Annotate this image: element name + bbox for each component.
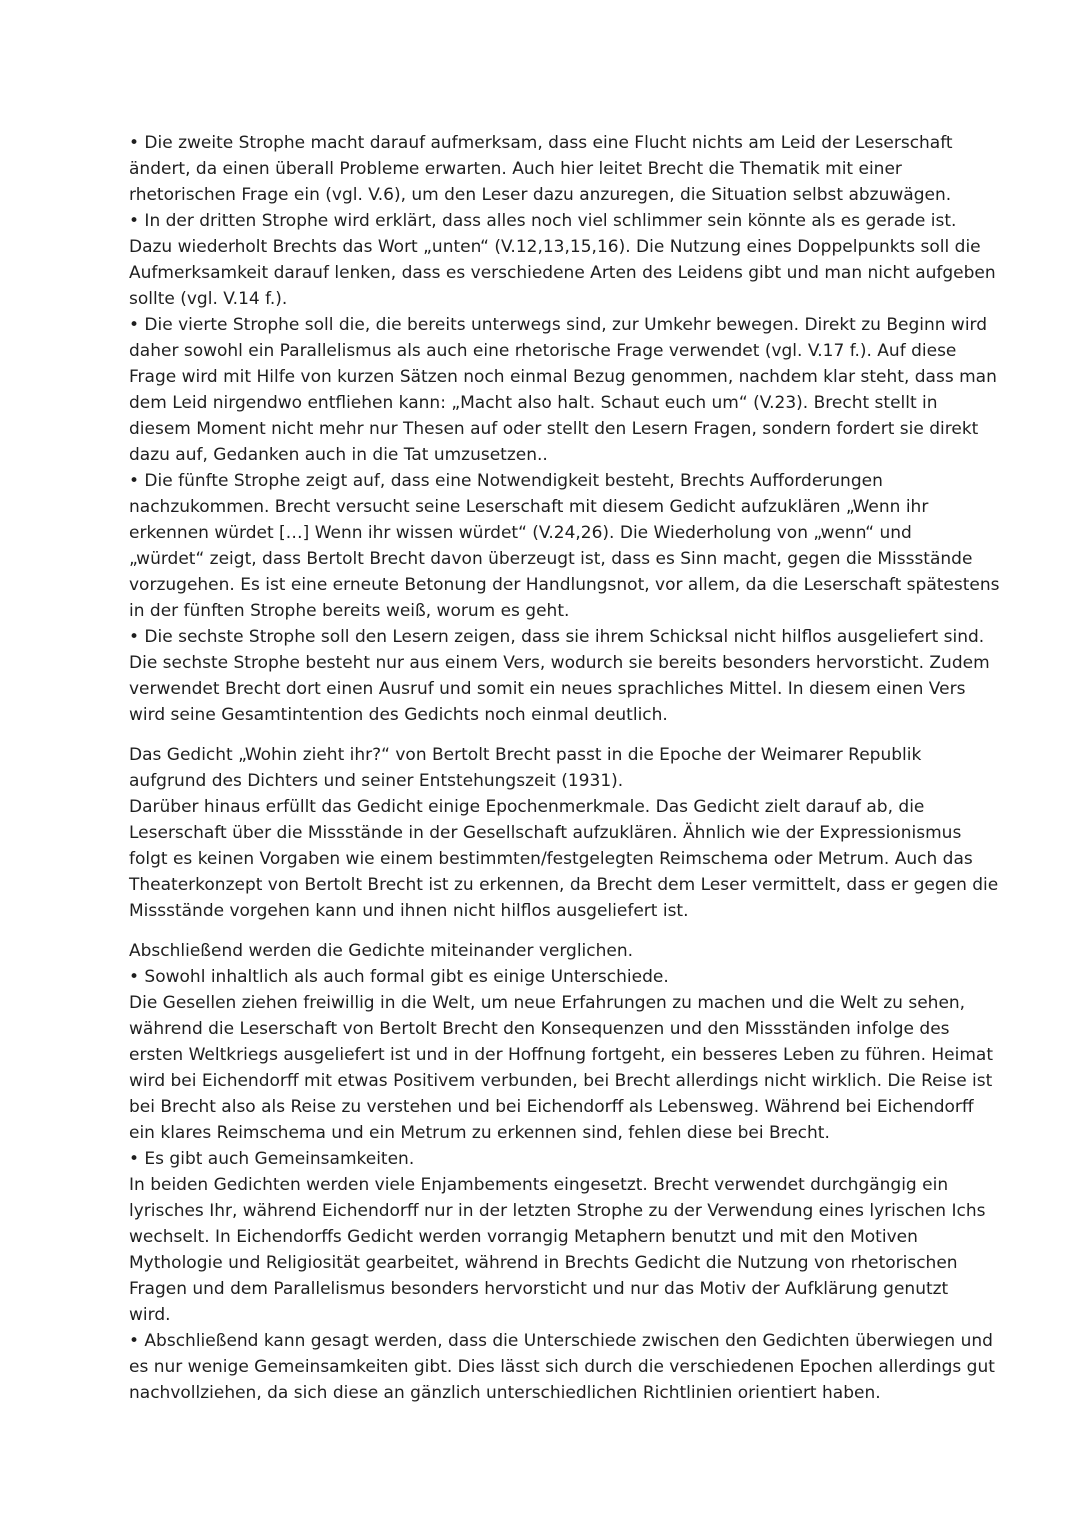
text-line: wird seine Gesamtintention des Gedichts noch einmal deutlich. (129, 705, 668, 725)
text-line: • Die zweite Strophe macht darauf aufmerksam, dass eine Flucht nichts am Leid der Leserschaft (129, 133, 953, 153)
text-line: vorzugehen. Es ist eine erneute Betonung der Handlungsnot, vor allem, da die Leserschaft spätestens (129, 575, 1000, 595)
paragraph-block-vergleich (129, 938, 995, 1406)
text-line: erkennen würdet […] Wenn ihr wissen würdet“ (V.24,26). Die Wiederholung von „wenn“ und (129, 523, 912, 543)
text-line: dazu auf, Gedanken auch in die Tat umzusetzen.. (129, 445, 548, 465)
document-page (129, 130, 1000, 1420)
text-line: ersten Weltkriegs ausgeliefert ist und in der Hoffnung fortgeht, ein besseres Leben zu führen. Heimat (129, 1045, 994, 1065)
text-line: wird bei Eichendorff mit etwas Positivem verbunden, bei Brecht allerdings nicht wirklich. Die Reise ist (129, 1071, 993, 1091)
text-line: sollte (vgl. V.14 f.). (129, 289, 288, 309)
text-line: rhetorischen Frage ein (vgl. V.6), um den Leser dazu anzuregen, die Situation selbst abzuwägen. (129, 185, 952, 205)
text-line: Die sechste Strophe besteht nur aus einem Vers, wodurch sie bereits besonders hervorsticht. Zudem (129, 653, 990, 673)
text-line: Theaterkonzept von Bertolt Brecht ist zu erkennen, da Brecht dem Leser vermittelt, dass er gegen die (129, 875, 999, 895)
text-line: dem Leid nirgendwo entfliehen kann: „Macht also halt. Schaut euch um“ (V.23). Brecht stellt in (129, 393, 938, 413)
text-line: • Abschließend kann gesagt werden, dass die Unterschiede zwischen den Gedichten überwiegen und (129, 1331, 993, 1351)
text-line: Die Gesellen ziehen freiwillig in die Welt, um neue Erfahrungen zu machen und die Welt zu sehen, (129, 993, 966, 1013)
text-line: bei Brecht also als Reise zu verstehen und bei Eichendorff als Lebensweg. Während bei Eichendorff (129, 1097, 974, 1117)
text-line: • Die fünfte Strophe zeigt auf, dass eine Notwendigkeit besteht, Brechts Aufforderungen (129, 471, 883, 491)
text-line: • Sowohl inhaltlich als auch formal gibt es einige Unterschiede. (129, 967, 669, 987)
text-line: nachvollziehen, da sich diese an gänzlich unterschiedlichen Richtlinien orientiert haben. (129, 1383, 881, 1403)
text-line: Aufmerksamkeit darauf lenken, dass es verschiedene Arten des Leidens gibt und man nicht aufgeben (129, 263, 996, 283)
text-line: In beiden Gedichten werden viele Enjambements eingesetzt. Brecht verwendet durchgängig ein (129, 1175, 949, 1195)
text-line: Missstände vorgehen kann und ihnen nicht hilflos ausgeliefert ist. (129, 901, 689, 921)
text-line: • Die sechste Strophe soll den Lesern zeigen, dass sie ihrem Schicksal nicht hilflos ausgeliefert sind. (129, 627, 985, 647)
text-line: aufgrund des Dichters und seiner Entstehungszeit (1931). (129, 771, 624, 791)
text-line: Leserschaft über die Missstände in der Gesellschaft aufzuklären. Ähnlich wie der Expressionismus (129, 823, 962, 843)
text-line: • Die vierte Strophe soll die, die bereits unterwegs sind, zur Umkehr bewegen. Direkt zu Beginn wird (129, 315, 988, 335)
text-line: während die Leserschaft von Bertolt Brecht den Konsequenzen und den Missständen infolge des (129, 1019, 950, 1039)
text-line: Das Gedicht „Wohin zieht ihr?“ von Bertolt Brecht passt in die Epoche der Weimarer Republik (129, 745, 922, 765)
text-line: ein klares Reimschema und ein Metrum zu erkennen sind, fehlen diese bei Brecht. (129, 1123, 830, 1143)
text-line: wird. (129, 1305, 171, 1325)
paragraph-block-epoche (129, 742, 999, 924)
text-line: es nur wenige Gemeinsamkeiten gibt. Dies lässt sich durch die verschiedenen Epochen allerdings gut (129, 1357, 995, 1377)
text-line: Darüber hinaus erfüllt das Gedicht einige Epochenmerkmale. Das Gedicht zielt darauf ab, die (129, 797, 925, 817)
text-line: lyrisches Ihr, während Eichendorff nur in der letzten Strophe zu der Verwendung eines lyrischen Ichs (129, 1201, 986, 1221)
text-line: wechselt. In Eichendorffs Gedicht werden vorrangig Metaphern benutzt und mit den Motiven (129, 1227, 918, 1247)
text-line: diesem Moment nicht mehr nur Thesen auf oder stellt den Lesern Fragen, sondern fordert sie direkt (129, 419, 979, 439)
text-line: daher sowohl ein Parallelismus als auch eine rhetorische Frage verwendet (vgl. V.17 f.). Auf diese (129, 341, 957, 361)
text-line: ändert, da einen überall Probleme erwarten. Auch hier leitet Brecht die Thematik mit einer (129, 159, 902, 179)
text-line: folgt es keinen Vorgaben wie einem bestimmten/festgelegten Reimschema oder Metrum. Auch das (129, 849, 973, 869)
text-line: in der fünften Strophe bereits weiß, worum es geht. (129, 601, 570, 621)
text-line: Dazu wiederholt Brechts das Wort „unten“ (V.12,13,15,16). Die Nutzung eines Doppelpunkts soll die (129, 237, 981, 257)
text-line: Mythologie und Religiosität gearbeitet, während in Brechts Gedicht die Nutzung von rhetorischen (129, 1253, 958, 1273)
text-line: • Es gibt auch Gemeinsamkeiten. (129, 1149, 415, 1169)
text-line: Fragen und dem Parallelismus besonders hervorsticht und nur das Motiv der Aufklärung genutzt (129, 1279, 949, 1299)
text-line: nachzukommen. Brecht versucht seine Leserschaft mit diesem Gedicht aufzuklären „Wenn ihr (129, 497, 929, 517)
text-line: „würdet“ zeigt, dass Bertolt Brecht davon überzeugt ist, dass es Sinn macht, gegen die Missstände (129, 549, 973, 569)
text-line: verwendet Brecht dort einen Ausruf und somit ein neues sprachliches Mittel. In diesem einen Vers (129, 679, 966, 699)
text-line: Abschließend werden die Gedichte miteinander verglichen. (129, 941, 634, 961)
text-line: • In der dritten Strophe wird erklärt, dass alles noch viel schlimmer sein könnte als es gerade ist. (129, 211, 957, 231)
paragraph-block-strophen (129, 130, 1000, 728)
text-line: Frage wird mit Hilfe von kurzen Sätzen noch einmal Bezug genommen, nachdem klar steht, dass man (129, 367, 997, 387)
